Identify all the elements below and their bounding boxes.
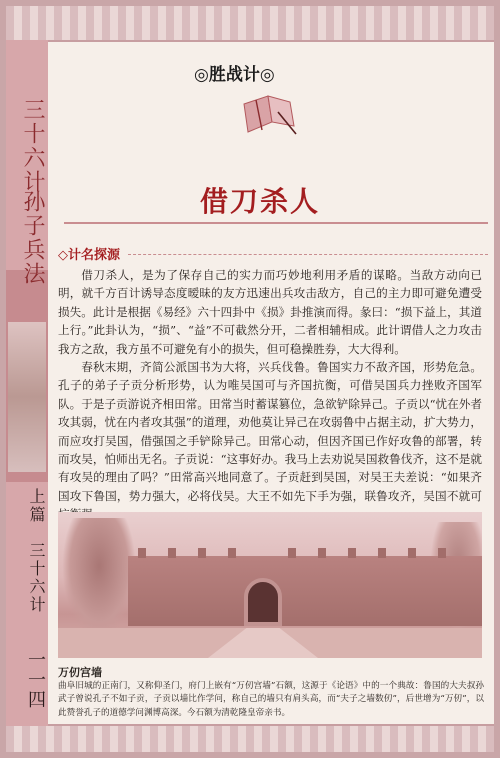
paragraph: 借刀杀人，是为了保存自己的实力而巧妙地利用矛盾的谋略。当敌方动向已明，就千方百计诱导态度暧昧的友方迅速出兵攻击敌方，自己的主力即可避免遭受损失。此计是根据《易经》六十四卦中《损》卦推演而得。彖曰：“损下益上，其道上行。”此卦认为，“损”、“益”不可截然分开，二者相辅相成。此计谓借人之力攻击我方之敌，我方虽不可避免有小的损失，但可稳操胜券，大大得利。 — [58, 268, 482, 356]
battlement — [408, 548, 416, 558]
gate-arch — [244, 578, 282, 626]
part-label: 上篇 三十六计 — [27, 488, 46, 614]
heading-divider — [128, 254, 488, 255]
battlement — [168, 548, 176, 558]
article-title: 借刀杀人 — [200, 185, 321, 218]
battlement — [198, 548, 206, 558]
battlement — [378, 548, 386, 558]
sidebar — [6, 40, 48, 726]
tree — [62, 518, 136, 638]
photo-caption-title: 万仞宫墙 — [58, 666, 102, 679]
battlement — [228, 548, 236, 558]
battlement — [438, 548, 446, 558]
series-title: 三十六计 — [20, 98, 45, 194]
top-decorative-border — [6, 6, 494, 42]
section-heading: ◇计名探源 — [58, 248, 120, 263]
page-number: 一一四 — [25, 650, 46, 710]
article-body — [58, 266, 482, 524]
book-title: 孙子兵法 — [20, 190, 45, 286]
paragraph: 春秋末期，齐简公派国书为大将，兴兵伐鲁。鲁国实力不敌齐国，形势危急。孔子的弟子子贡分析形势，认为唯吴国可与齐国抗衡，可借吴国兵力挫败齐国军队。于是子贡游说齐相田常。田常当时蓄谋篡位，急欲铲除异己。子贡以“忧在外者攻其弱，忧在内者攻其强”的道理，劝他莫让异己在攻弱鲁中占据主动，扩大势力，而应攻打吴国，借强国之手铲除异己。田常心动，但因齐国已作好攻鲁的部署，转而攻吴，怕师出无名。子贡说：“这事好办。我马上去劝说吴国救鲁伐齐，这不是就有攻吴的理由了吗？”田常高兴地同意了。子贡赶到吴国，对吴王夫差说：“如果齐国攻下鲁国，势力强大，必将伐吴。大王不如先下手为强，联鲁攻齐，吴国不就可 — [58, 360, 482, 503]
photo-caption: 曲阜旧城的正南门，又称仰圣门，府门上嵌有“万仞宫墙”石额，这源于《论语》中的一个典故：鲁国的大夫叔孙武子曾说孔子不如子贡，子贡以墙比作学问，称自己的墙只有肩头高，而“夫子之墙数仞”，后世增为“万仞”，以此赞誉孔子的道德学问渊博高深。今石额为清乾隆皇帝亲书。 — [58, 681, 484, 718]
title-divider — [64, 222, 488, 224]
sidebar-illustration — [8, 322, 46, 472]
city-wall — [128, 556, 482, 626]
section-title: ◎胜战计◎ — [194, 65, 275, 85]
battlement — [318, 548, 326, 558]
book-ornament-icon — [238, 92, 298, 138]
bottom-decorative-border — [6, 724, 494, 752]
battlement — [348, 548, 356, 558]
battlement — [138, 548, 146, 558]
photo-wanren-gongqiang — [58, 512, 482, 658]
battlement — [288, 548, 296, 558]
